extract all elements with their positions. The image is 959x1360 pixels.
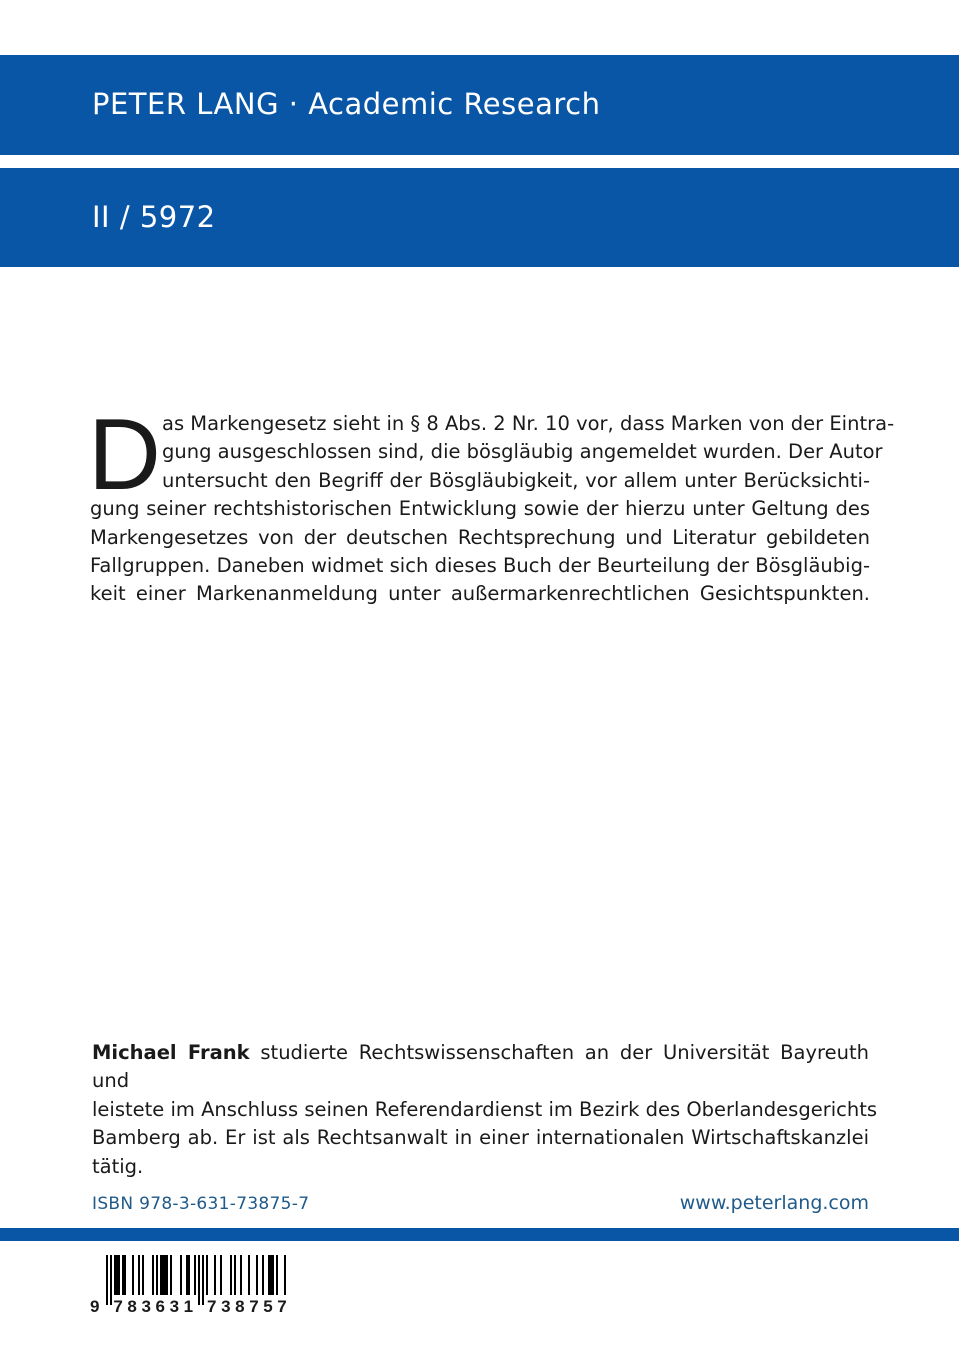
barcode-bar [262, 1255, 264, 1295]
barcode-bar [132, 1255, 134, 1295]
author-bio [92, 1039, 878, 1181]
barcode-bar [272, 1255, 274, 1295]
barcode-bar [256, 1255, 258, 1295]
barcode-bar [270, 1255, 272, 1295]
barcode-bar [114, 1255, 116, 1295]
blurb-line: gung ausgeschlossen sind, die bösgläubig angemeldet wurden. Der Autor [162, 440, 883, 464]
barcode-bar [164, 1255, 166, 1295]
barcode-bar [284, 1255, 286, 1295]
barcode-bar [186, 1255, 188, 1295]
barcode-bar [122, 1255, 124, 1295]
barcode-bar [180, 1255, 182, 1295]
bio-line: tätig. [92, 1154, 144, 1178]
barcode-bar [162, 1255, 164, 1295]
barcode-bar [234, 1255, 236, 1295]
author-name: Michael Frank [92, 1041, 250, 1064]
barcode-bar [206, 1255, 208, 1295]
barcode-bar [160, 1255, 162, 1295]
website-link[interactable]: www.peterlang.com [679, 1192, 869, 1214]
barcode-bar [170, 1255, 172, 1295]
barcode-bar [116, 1255, 118, 1295]
book-blurb [90, 410, 895, 609]
blurb-line: Markengesetzes von der deutschen Rechtsprechung und Literatur gebildeten [90, 525, 870, 549]
barcode-bar [276, 1255, 278, 1295]
series-header-band [0, 55, 959, 155]
footer-divider-bar [0, 1228, 959, 1241]
barcode-bar [152, 1255, 154, 1295]
bio-line: Bamberg ab. Er ist als Rechtsanwalt in einer internationalen Wirtschaftskanzlei [92, 1126, 869, 1150]
blurb-line: untersucht den Begriff der Bösgläubigkeit, vor allem unter Berücksichti- [162, 468, 870, 492]
barcode-digits: 9 783631 738757 [90, 1297, 292, 1316]
barcode-bar [220, 1255, 222, 1295]
bio-line: leistete im Anschluss seinen Referendardienst im Bezirk des Oberlandesgerichts [92, 1097, 878, 1121]
blurb-line: keit einer Markenanmeldung unter außermarkenrechtlichen Gesichtspunkten. [90, 582, 870, 606]
barcode-bar [214, 1255, 216, 1295]
barcode-bar [118, 1255, 120, 1295]
barcode-bar [166, 1255, 168, 1295]
barcode-bar [230, 1255, 232, 1295]
bio-line [92, 1039, 869, 1096]
series-number: II / 5972 [92, 200, 216, 234]
barcode-bar [268, 1255, 270, 1295]
barcode-bar [124, 1255, 126, 1295]
blurb-line: gung seiner rechtshistorischen Entwicklung sowie der hierzu unter Geltung des [90, 497, 870, 521]
drop-cap: D [88, 399, 161, 511]
series-number-band [0, 168, 959, 267]
barcode-bar [194, 1255, 196, 1295]
barcode-bar [138, 1255, 140, 1295]
blurb-line: Fallgruppen. Daneben widmet sich dieses Buch der Beurteilung der Bösgläubig- [90, 554, 870, 578]
blurb-line: as Markengesetz sieht in § 8 Abs. 2 Nr. 10 vor, dass Marken von der Eintra- [162, 412, 895, 435]
isbn: ISBN 978-3-631-73875-7 [92, 1194, 310, 1214]
barcode-bar [188, 1255, 190, 1295]
barcode-bar [156, 1255, 158, 1295]
publisher-series-title: PETER LANG · Academic Research [92, 87, 601, 121]
barcode-bar [240, 1255, 242, 1295]
barcode-bar [142, 1255, 144, 1295]
barcode-bar [248, 1255, 250, 1295]
bio-text: studierte Rechtswissenschaften an der Universität Bayreuth und [92, 1041, 869, 1093]
